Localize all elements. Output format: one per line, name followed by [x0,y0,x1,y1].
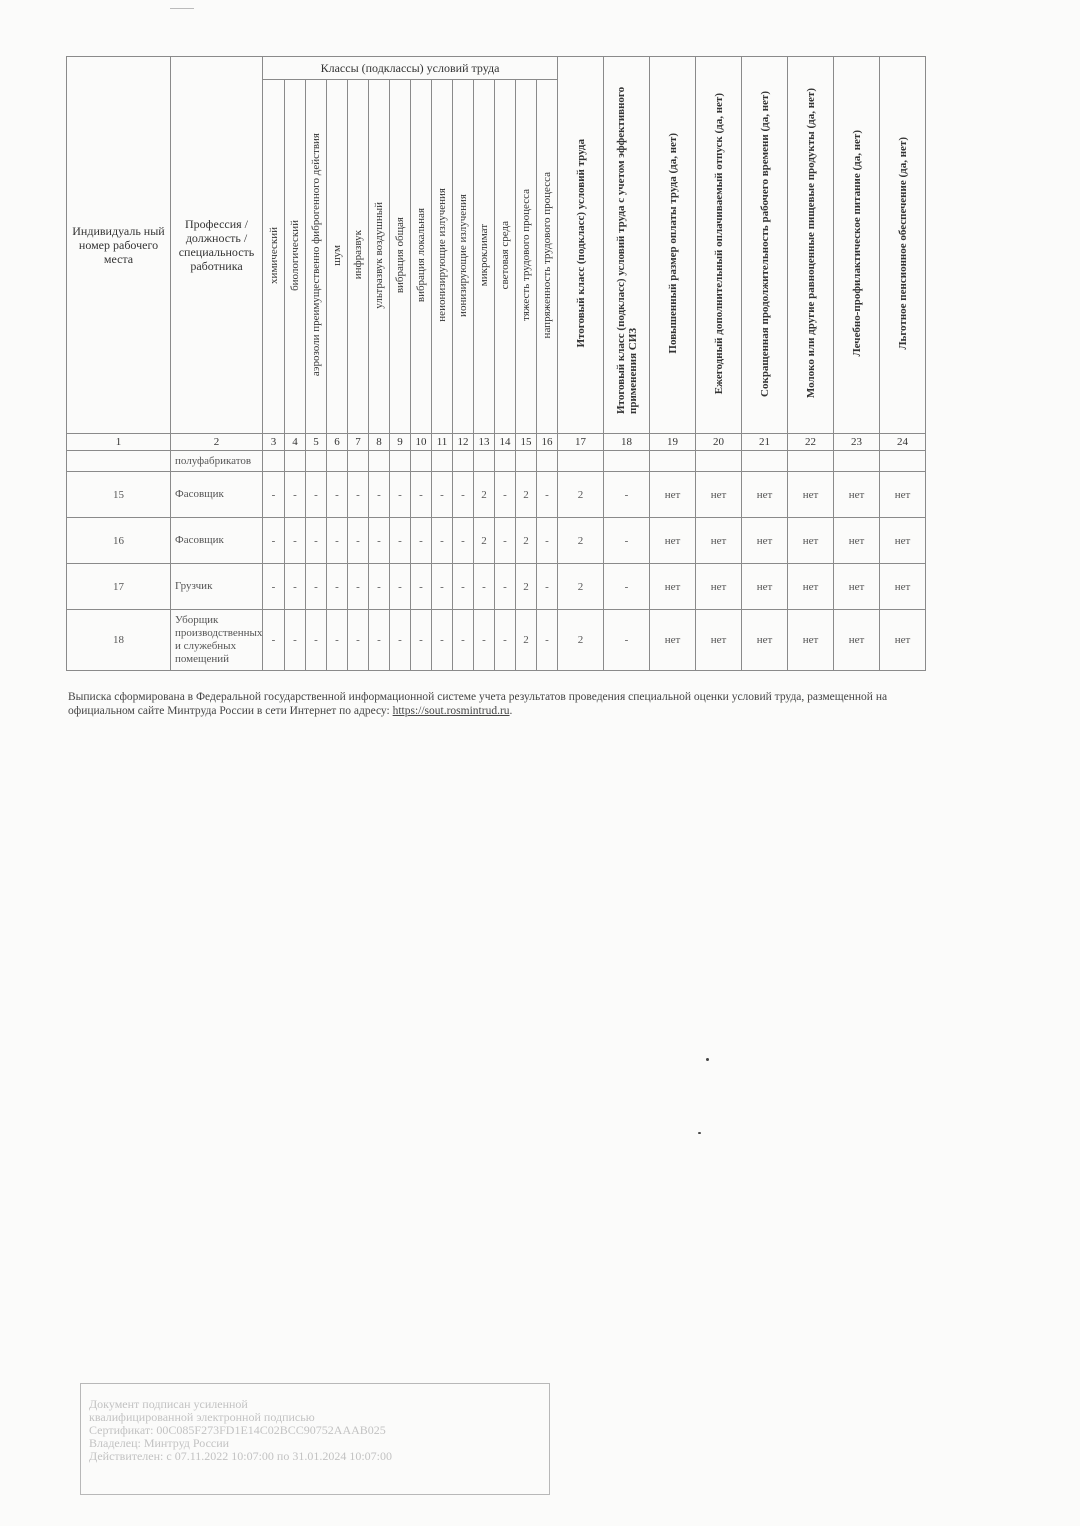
factor-class-cell: - [453,564,474,610]
factor-class-cell: - [411,518,432,564]
guarantee-cell: нет [742,564,788,610]
factor-class-cell: - [495,564,516,610]
factor-class-cell: - [432,472,453,518]
factor-header: инфразвук [348,80,369,434]
factor-class-cell: 2 [474,472,495,518]
factor-class-cell: - [263,610,285,671]
factor-class-cell: - [306,518,327,564]
column-number: 21 [742,434,788,451]
workplace-id-cell: 16 [67,518,171,564]
guarantee-cell: нет [696,564,742,610]
final-class-cell: 2 [558,518,604,564]
guarantee-cell: нет [788,472,834,518]
footer-note: Выписка сформирована в Федеральной государственной информационной системе учета результатов проведения специальной оценки условий труда, размещенной на официальном сайте Минтруда России в сети Интернет по адресу: https://sout.rosmintrud.ru. [68,691,888,717]
factor-class-cell: - [474,610,495,671]
factor-class-cell: - [285,610,306,671]
scan-artifact [170,8,194,9]
factor-class-cell: - [432,518,453,564]
final-class-cell: 2 [558,564,604,610]
profession-cell: Фасовщик [171,518,263,564]
header-pension: Льготное пенсионное обеспечение (да, нет) [880,57,926,434]
table-row [67,518,926,564]
factor-class-cell: - [348,472,369,518]
guarantee-cell: нет [788,610,834,671]
column-number: 24 [880,434,926,451]
factor-class-cell: - [432,564,453,610]
column-number: 23 [834,434,880,451]
guarantee-cell: нет [834,472,880,518]
scan-speck [698,1132,701,1134]
workplace-id-cell: 15 [67,472,171,518]
factor-class-cell: - [263,472,285,518]
column-number: 4 [285,434,306,451]
column-number: 12 [453,434,474,451]
column-number: 20 [696,434,742,451]
factor-class-cell: - [390,564,411,610]
final-class-siz-cell: - [604,564,650,610]
factor-class-cell: - [369,518,390,564]
header-classes-title: Классы (подклассы) условий труда [263,57,558,80]
header-increased-pay: Повышенный размер оплаты труда (да, нет) [650,57,696,434]
column-numbers-row [67,434,926,451]
table-row [67,564,926,610]
final-class-siz-cell: - [604,472,650,518]
factor-class-cell: - [537,518,558,564]
column-number: 5 [306,434,327,451]
guarantee-cell: нет [742,610,788,671]
factor-class-cell: - [306,610,327,671]
guarantee-cell: нет [742,518,788,564]
factor-class-cell: - [348,610,369,671]
column-number: 14 [495,434,516,451]
final-class-cell: 2 [558,472,604,518]
factor-header: шум [327,80,348,434]
factor-header: тяжесть трудового процесса [516,80,537,434]
scan-speck [706,1058,709,1061]
guarantee-cell: нет [696,472,742,518]
factor-class-cell: - [432,610,453,671]
header-reduced-hours: Сокращенная продолжительность рабочего времени (да, нет) [742,57,788,434]
factor-header: ионизирующие излучения [453,80,474,434]
factor-class-cell: - [390,472,411,518]
factor-class-cell: - [327,472,348,518]
column-number: 1 [67,434,171,451]
guarantee-cell: нет [834,610,880,671]
column-number: 16 [537,434,558,451]
electronic-signature-stamp: Документ подписан усиленной квалифицированной электронной подписью Сертификат: 00C085F273FD1E14C02BCC90752AAAB025 Владелец: Минтруд России Действителен: с 07.11.2022 10:07:00 по 31.01.2024 10:07:00 [80,1383,550,1495]
factor-class-cell: - [327,564,348,610]
header-profession: Профессия / должность / специальность работника [171,57,263,434]
column-number: 22 [788,434,834,451]
column-number: 11 [432,434,453,451]
guarantee-cell: нет [834,564,880,610]
header-workplace-id: Индивидуаль ный номер рабочего места [67,57,171,434]
profession-cell: Грузчик [171,564,263,610]
sout-link[interactable]: https://sout.rosmintrud.ru [392,705,510,717]
final-class-siz-cell: - [604,518,650,564]
guarantee-cell: нет [742,472,788,518]
column-number: 8 [369,434,390,451]
header-milk: Молоко или другие равноценные пищевые продукты (да, нет) [788,57,834,434]
guarantee-cell: нет [788,564,834,610]
guarantee-cell: нет [650,472,696,518]
factor-class-cell: - [411,564,432,610]
factor-class-cell: - [453,472,474,518]
factor-class-cell: - [285,518,306,564]
guarantee-cell: нет [696,518,742,564]
guarantee-cell: нет [880,564,926,610]
profession-cell: Фасовщик [171,472,263,518]
guarantee-cell: нет [880,472,926,518]
column-number: 13 [474,434,495,451]
factor-class-cell: - [306,564,327,610]
column-number: 3 [263,434,285,451]
factor-class-cell: - [369,610,390,671]
guarantee-cell: нет [880,518,926,564]
factor-class-cell: - [306,472,327,518]
profession-cell: Уборщик производственных и служебных помещений [171,610,263,671]
table-row-continuation: полуфабрикатов [67,451,926,472]
factor-class-cell: - [263,564,285,610]
factor-class-cell: 2 [516,564,537,610]
table-row [67,610,926,671]
factor-class-cell: - [411,610,432,671]
factor-class-cell: - [453,518,474,564]
column-number: 18 [604,434,650,451]
factor-header: неионизирующие излучения [432,80,453,434]
factor-class-cell: - [327,518,348,564]
header-therapeutic-food: Лечебно-профилактическое питание (да, нет) [834,57,880,434]
factor-class-cell: - [537,472,558,518]
column-number: 19 [650,434,696,451]
factor-class-cell: - [369,564,390,610]
workplace-id-cell: 17 [67,564,171,610]
factor-class-cell: - [285,564,306,610]
workplace-id-cell: 18 [67,610,171,671]
header-final-class: Итоговый класс (подкласс) условий труда [558,57,604,434]
factor-header: вибрация локальная [411,80,432,434]
factor-class-cell: 2 [474,518,495,564]
guarantee-cell: нет [650,518,696,564]
factor-class-cell: - [327,610,348,671]
factor-class-cell: - [348,564,369,610]
guarantee-cell: нет [650,610,696,671]
factor-class-cell: - [474,564,495,610]
header-extra-leave: Ежегодный дополнительный оплачиваемый отпуск (да, нет) [696,57,742,434]
column-number: 10 [411,434,432,451]
factor-header: напряженность трудового процесса [537,80,558,434]
factor-header: химический [263,80,285,434]
column-number: 17 [558,434,604,451]
guarantee-cell: нет [650,564,696,610]
factor-class-cell: - [390,610,411,671]
factor-class-cell: 2 [516,610,537,671]
column-number: 7 [348,434,369,451]
factor-class-cell: - [390,518,411,564]
column-number: 6 [327,434,348,451]
final-class-siz-cell: - [604,610,650,671]
factor-class-cell: - [369,472,390,518]
column-number: 15 [516,434,537,451]
factor-header: аэрозоли преимущественно фиброгенного действия [306,80,327,434]
factor-class-cell: 2 [516,518,537,564]
factor-class-cell: - [348,518,369,564]
header-final-class-siz: Итоговый класс (подкласс) условий труда с учетом эффективного применения СИЗ [604,57,650,434]
factor-class-cell: - [411,472,432,518]
factor-class-cell: - [495,610,516,671]
working-conditions-table [66,56,926,671]
factor-header: ультразвук воздушный [369,80,390,434]
guarantee-cell: нет [880,610,926,671]
table-row [67,472,926,518]
factor-class-cell: - [537,610,558,671]
guarantee-cell: нет [696,610,742,671]
factor-header: микроклимат [474,80,495,434]
factor-header: световая среда [495,80,516,434]
factor-class-cell: - [495,472,516,518]
column-number: 9 [390,434,411,451]
factor-class-cell: - [263,518,285,564]
factor-class-cell: - [495,518,516,564]
factor-header: вибрация общая [390,80,411,434]
factor-class-cell: 2 [516,472,537,518]
final-class-cell: 2 [558,610,604,671]
factor-header: биологический [285,80,306,434]
guarantee-cell: нет [788,518,834,564]
column-number: 2 [171,434,263,451]
guarantee-cell: нет [834,518,880,564]
factor-class-cell: - [537,564,558,610]
factor-class-cell: - [285,472,306,518]
factor-class-cell: - [453,610,474,671]
